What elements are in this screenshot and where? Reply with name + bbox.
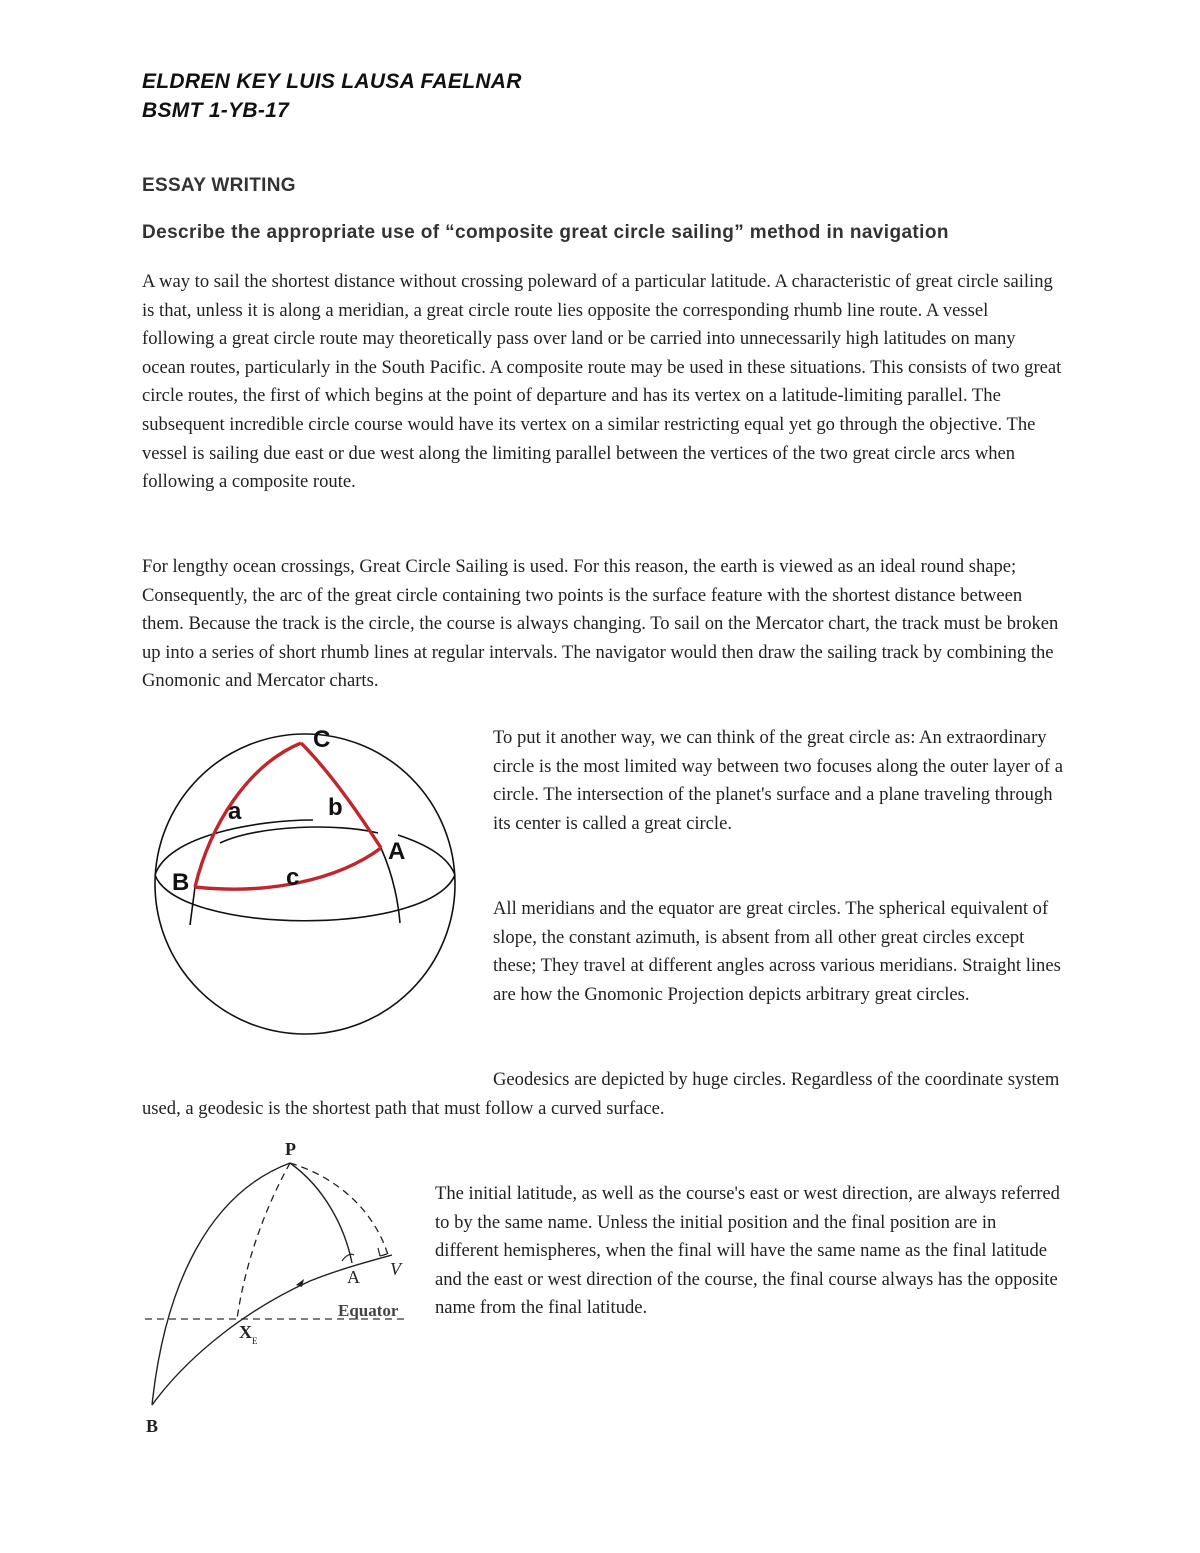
sphere-outline	[155, 734, 455, 1034]
paragraph-composite-route: A way to sail the shortest distance without crossing poleward of a particular latitude. A characteristic of great circle sailing is that, unless it is along a meridian, a great circle route lies opposite the corresponding rhumb line route. A vessel following a great circle route may theoretically pass over land or be carried into unnecessarily high latitudes on many ocean routes, particularly in the South Pacific. A composite route may be used in these situations. This consists of two great circle routes, the first of which begins at the point of departure and has its vertex on a latitude-limiting parallel. The subsequent incredible circle course would have its vertex on a similar restricting equal yet go through the objective. The vessel is sailing due east or due west along the limiting parallel between the vertices of the two great circle arcs when following a composite route.	[142, 271, 1062, 493]
sphere-inner-arc	[220, 827, 378, 843]
angle-mark-a	[342, 1254, 354, 1261]
meridian-pv-dashed	[290, 1163, 388, 1255]
vertex-label-a: A	[388, 838, 406, 865]
author-name: ELDREN KEY LUIS LAUSA FAELNAR	[142, 70, 522, 93]
side-label-c: c	[286, 864, 300, 891]
spherical-triangle-figure	[148, 725, 468, 1045]
point-label-x: X	[239, 1322, 252, 1342]
point-label-p: P	[285, 1139, 296, 1159]
direction-arrow-icon	[296, 1279, 304, 1287]
paragraph-geodesics: Geodesics are depicted by huge circles. Regardless of the coordinate system used, a geodesic is the shortest path that must follow a curved surface.	[142, 1069, 1060, 1119]
essay-question: Describe the appropriate use of “composite great circle sailing” method in navigation	[142, 222, 949, 243]
point-label-a: A	[347, 1267, 360, 1287]
side-label-a: a	[228, 798, 242, 825]
equator-label: Equator	[338, 1301, 399, 1320]
vertex-label-c: C	[313, 726, 331, 753]
side-label-b: b	[328, 794, 343, 821]
essay-heading: ESSAY WRITING	[142, 175, 296, 196]
point-label-b: B	[146, 1416, 159, 1436]
paragraph-great-circle-definition: To put it another way, we can think of the great circle as: An extraordinary circle is the most limited way between two focuses along the outer layer of a circle. The intersection of the planet's surface and a plane traveling through its center is called a great circle.	[493, 727, 1064, 834]
vertex-label-b: B	[172, 869, 190, 896]
sphere-equator-back-right	[398, 835, 455, 875]
meridian-pa-solid	[290, 1163, 352, 1263]
point-label-v: V	[390, 1259, 401, 1279]
paragraph-course-naming: The initial latitude, as well as the course's east or west direction, are always referred to by the same name. Unless the initial position and the final position are in different hemispheres, when the final will have the same name as the final latitude and the east or west direction of the course, the final course always has the opposite name from the final latitude.	[435, 1183, 1060, 1319]
paragraph-meridians: All meridians and the equator are great circles. The spherical equivalent of slope, the constant azimuth, is absent from all other great circles except these; They travel at different angles across various meridians. Straight lines are how the Gnomonic Projection depicts arbitrary great circles.	[493, 898, 1061, 1005]
paragraph-great-circle-sailing: For lengthy ocean crossings, Great Circle Sailing is used. For this reason, the earth is viewed as an ideal round shape; Consequently, the arc of the great circle containing two points is the surface feature with the shortest distance between them. Because the track is the circle, the course is always changing. To sail on the Mercator chart, the track must be broken up into a series of short rhumb lines at regular intervals. The navigator would then draw the sailing track by combining the Gnomonic and Mercator charts.	[142, 556, 1059, 692]
great-circle-equator-figure	[140, 1133, 430, 1443]
sphere-meridian-b	[190, 887, 195, 925]
point-label-x-subscript: E	[252, 1336, 258, 1346]
meridian-pb-solid	[152, 1163, 290, 1405]
author-section: BSMT 1-YB-17	[142, 99, 290, 122]
